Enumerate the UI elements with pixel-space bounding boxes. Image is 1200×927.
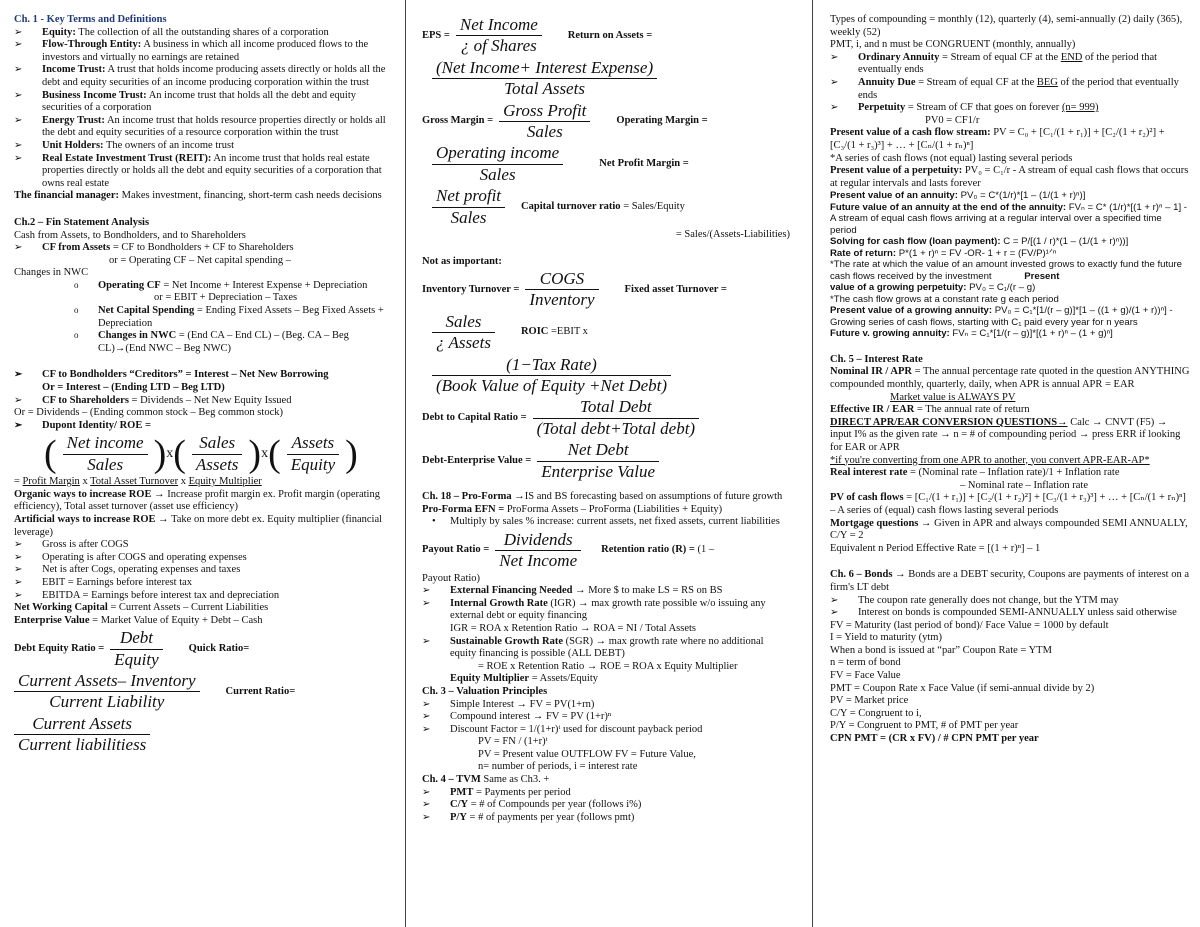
current-ratio-formula <box>14 714 389 756</box>
perpetuity-formula: PV0 = CF1/r <box>925 114 980 126</box>
dupont-fraction: $\frac{\text{Assets}}{\text{Equity}}$ <box>287 433 339 475</box>
gross-margin-formula: Gross Margin = $\frac{\text{Gross Profit}}{\text{Sales}}$ Operating Margin = <box>422 100 708 141</box>
bond-line: P/Y = Congruent to PMT, # of PMT per year <box>830 720 1019 732</box>
profit-bullet: ➢ Gross is after COGS <box>14 539 389 552</box>
term-list <box>14 27 389 191</box>
cf-from-assets-or: or = Operating CF – Net capital spending – <box>109 254 292 266</box>
pv-annuity: Present value of an annuity: PV₀ = C*(1/r)*[1 – (1/(1 + r)ⁿ)] <box>830 190 1086 202</box>
roic-formula <box>422 355 790 397</box>
pv-growing-perpetuity-note: *The cash flow grows at a constant rate g each period <box>830 293 1059 305</box>
real-interest-rate: Real interest rate = (Nominal rate – Inflation rate)/1 + Inflation rate <box>830 467 1120 479</box>
cf-to-shareholders-or: Or = Dividends – (Ending common stock – Beg common stock) <box>14 407 283 419</box>
bond-line: PMT = Coupon Rate x Face Value (if semi-annual divide by 2) <box>830 682 1095 694</box>
ch4-bullet: ➢ P/Y = # of payments per year (follows pmt) <box>422 812 790 825</box>
pv-growing-perpetuity: value of a growing perpetuity: PV₀ = C₁/(r – g) <box>830 282 1036 294</box>
profit-bullet: ➢ EBIT = Earnings before interest tax <box>14 577 389 590</box>
ch4-bullet: ➢ PMT = Payments per period <box>422 787 790 800</box>
ch1-title: Ch. 1 - Key Terms and Definitions <box>14 14 167 25</box>
ch4-bullet: ➢ C/Y = # of Compounds per year (follows i%) <box>422 799 790 812</box>
bond-line: FV = Maturity (last period of bond)/ Face Value = 1000 by default <box>830 619 1109 631</box>
column-2 <box>422 14 790 920</box>
cpn-pmt: CPN PMT = (CR x FV) / # CPN PMT per year <box>830 733 1039 745</box>
bond-line: n = term of bond <box>830 657 901 669</box>
ch4-title: Ch. 4 – TVM Same as Ch3. + <box>422 774 550 786</box>
capital-turnover-alt: = Sales/(Assets-Liabilities) <box>675 228 790 240</box>
fraction: $\frac{\text{(Net Income+ Interest Expense)}}{\text{Total Assets}}$ <box>432 58 657 100</box>
not-as-important: Not as important: <box>422 255 502 267</box>
organic-roe: Organic ways to increase ROE → Increase profit margin ex. Profit margin (operating efficiency), Total asset turnover (asset use efficiency) <box>14 488 380 513</box>
profit-bullet: ➢ EBITDA = Earnings before interest tax and depreciation <box>14 590 389 603</box>
term-item: ➢ Equity: The collection of all the outstanding shares of a corporation <box>14 27 389 40</box>
cf-from-assets: ➢ CF from Assets = CF to Bondholders + CF to Shareholders <box>14 242 389 255</box>
pv-growing-annuity: Present value of a growing annuity: PV₀ = C₁*[1/(r – g)]*[1 – ((1 + g)/(1 + r))ⁿ] - Growing series of cash flows, starting with C₁ paid every year for n years <box>830 305 1173 328</box>
fraction: $\frac{\text{Current Assets– Inventory}}{\text{Current Liability}}$ <box>14 671 200 713</box>
ch3-bullet: ➢ Discount Factor = 1/(1+r)ᵗ used for discount payback period <box>422 724 790 737</box>
pv-perpetuity: Present value of a perpetuity: PV₀ = C₁/r - A stream of equal cash flows that occurs at regular intervals and lasts forever <box>830 165 1189 189</box>
operating-cf: o Operating CF = Net Income + Interest Expense + Depreciation <box>14 280 389 293</box>
market-value-note: Market value is ALWAYS PV <box>890 391 1016 403</box>
ch18-title: Ch. 18 – Pro-Forma →IS and BS forecasting based on assumptions of future growth <box>422 491 783 502</box>
fraction: $\frac{\text{Net profit}}{\text{Sales}}$ <box>432 186 505 228</box>
ch6-bullet: ➢ Interest on bonds is compounded SEMI-ANNUALLY unless said otherwise <box>830 607 1190 620</box>
profit-bullet: ➢ Operating is after COGS and operating expenses <box>14 552 389 565</box>
direct-conversion: DIRECT APR/EAR CONVERSION QUESTIONS→ Calc → CNVT (F5) → input I% as the given rate → n = # of compounding period → press ERR if looking for EAR or APR <box>830 416 1181 453</box>
converting-note: *if you're converting from one APR to another, you convert APR-EAR-AP* <box>830 454 1150 466</box>
efn-bullet: • Multiply by sales % increase: current assets, net fixed assets, current liabilities <box>422 516 790 529</box>
rate-of-return: Rate of return: P*(1 + r)ⁿ = FV -OR- 1 + r = (FV/P)¹ᐟⁿ <box>830 247 1057 259</box>
ch6-title: Ch. 6 – Bonds → Bonds are a DEBT security, Coupons are payments of interest on a firm's LT debt <box>830 569 1190 593</box>
fraction: $\frac{\text{Gross Profit}}{\text{Sales}}$ <box>499 101 590 143</box>
net-profit-margin-formula <box>422 186 790 228</box>
retention-ratio-cont: Payout Ratio) <box>422 572 481 584</box>
bond-line: When a bond is issued at “par” Coupon Rate = YTM <box>830 644 1052 656</box>
column-divider-2 <box>812 0 813 927</box>
fraction: $\frac{\text{Current Assets}}{\text{Current liabilitiess}}$ <box>14 714 150 756</box>
effective-ir: Effective IR / EAR = The annual rate of return <box>830 404 1030 416</box>
bond-line: C/Y = Congruent to i, <box>830 707 922 719</box>
roic: ROIC =EBIT x <box>520 326 588 338</box>
eps-formula: EPS = $\frac{\text{Net Income}}{\text{¿ of Shares}}$ Return on Assets = <box>422 15 653 56</box>
mortgage-questions: Mortgage questions → Given in APR and always compounded SEMI ANNUALLY, C/Y = 2 <box>830 517 1188 542</box>
bond-line: I = Yield to maturity (ytm) <box>830 632 942 644</box>
solve-cash-flow: Solving for cash flow (loan payment): C = P/[(1 / r)*(1 – (1/(1 + r)ⁿ))] <box>830 236 1129 248</box>
ch5-title: Ch. 5 – Interest Rate <box>830 353 923 365</box>
equivalent-rate: Equivalent n Period Effective Rate = [(1 + r)ⁿ] – 1 <box>830 542 1041 554</box>
fraction: $\frac{\text{Operating income}}{\text{Sales}}$ <box>432 143 563 185</box>
ch2-intro: Cash from Assets, to Bondholders, and to Shareholders <box>14 229 246 241</box>
enterprise-value: Enterprise Value = Market Value of Equity + Debt – Cash <box>14 614 263 626</box>
pv-of-cash-flows: PV of cash flows = [C₁/(1 + r₁)] + [C₂/(1 + r₂)²] + [C₃/(1 + r₃)³] + … + [Cₙ/(1 + rₙ)ⁿ] – A series of (equal) cash flows lasting several periods <box>830 492 1186 516</box>
net-working-capital: Net Working Capital = Current Assets – Current Liabilities <box>14 602 269 614</box>
fraction: $\frac{\text{Debt}}{\text{Equity}}$ <box>110 628 162 670</box>
cf-to-bondholders-or: Or = Interest – (Ending LTD – Beg LTD) <box>42 382 225 394</box>
fraction: $\frac{\text{(1−Tax Rate)}}{\text{(Book Value of Equity +Net Debt)}}$ <box>432 355 671 397</box>
column-1 <box>14 14 389 920</box>
dupont-title: ➢ Dupont Identity/ ROE = <box>14 420 389 433</box>
dupont-fraction: $\frac{\text{Sales}}{\text{Assets}}$ <box>192 433 243 475</box>
annuity-due: ➢ Annuity Due = Stream of equal CF at the BEG of the period that eventually ends <box>830 77 1190 102</box>
pv-cash-flow-note: *A series of cash flows (not equal) lasting several periods <box>830 152 1073 164</box>
dupont-formula: ( $\frac{\text{Net income}}{\text{Sales}}$ ) x ( $\frac{\text{Sales}}{\text{Assets}}$ ) x ( $\frac{\text{Assets}}{\text{Equity}}$ ) <box>44 433 358 476</box>
changes-in-nwc: Changes in NWC <box>14 267 89 279</box>
term-item: ➢ Real Estate Investment Trust (REIT): An income trust that holds real estate properties directly or holds all the debt and equity securities of a corporation that owns real estate <box>14 153 389 191</box>
real-interest-rate-approx: – Nominal rate – Inflation rate <box>960 479 1088 491</box>
column-divider-1 <box>405 0 406 927</box>
ordinary-annuity: ➢ Ordinary Annuity = Stream of equal CF at the END of the period that eventually ends <box>830 52 1190 77</box>
cf-to-bondholders: ➢ CF to Bondholders “Creditors” = Interest – Net New Borrowing <box>14 369 389 382</box>
sgr-formula: = ROE x Retention Ratio → ROE = ROA x Equity Multiplier <box>478 660 738 672</box>
fraction: $\frac{\text{COGS}}{\text{Inventory}}$ <box>525 269 598 311</box>
fixed-asset-turnover-formula <box>422 312 790 354</box>
term-item: ➢ Income Trust: A trust that holds income producing assets directly or holds all the debt and equity securities of an income producing corporation within the trust <box>14 64 389 89</box>
fraction: $\frac{\text{Total Debt}}{\text{(Total debt+Total debt)}}$ <box>533 397 700 439</box>
fraction: $\frac{\text{Net Debt}}{\text{Enterprise Value}}$ <box>537 440 659 482</box>
operating-margin-formula: $\frac{\text{Operating income}}{\text{Sales}}$ Net Profit Margin = <box>422 143 790 185</box>
types-of-compounding: Types of compounding = monthly (12), quarterly (4), semi-annually (2) daily (365), weekly (52) <box>830 14 1183 38</box>
nominal-ir: Nominal IR / APR = The annual percentage rate quoted in the question ANYTHING compounded monthly, quarterly, daily, when APR is annual APR = EAR <box>830 366 1190 390</box>
ch3-title: Ch. 3 – Valuation Principles <box>422 685 548 697</box>
payout-ratio-formula: Payout Ratio = $\frac{\text{Dividends}}{\text{Net Income}}$ Retention ratio (R) = (1 – <box>422 529 715 571</box>
sustainable-growth-rate: ➢ Sustainable Growth Rate (SGR) → max growth rate where no additional equity financing is possible (ALL DEBT) <box>422 636 790 661</box>
profit-bullet: ➢ Net is after Cogs, operating expenses and taxes <box>14 564 389 577</box>
equity-multiplier: Equity Multiplier = Assets/Equity <box>450 673 598 685</box>
roa-formula <box>422 58 790 100</box>
financial-manager-line: The financial manager: Makes investment, financing, short-term cash needs decisions <box>14 190 382 202</box>
term-item: ➢ Flow-Through Entity: A business in which all income produced flows to the investors and virtually no earnings are retained <box>14 39 389 64</box>
external-financing: ➢ External Financing Needed → More $ to make LS = RS on BS <box>422 585 790 598</box>
term-item: ➢ Unit Holders: The owners of an income trust <box>14 140 389 153</box>
inventory-turnover-formula: Inventory Turnover = $\frac{\text{COGS}}{\text{Inventory}}$ Fixed asset Turnover = <box>422 269 727 310</box>
debt-enterprise-formula: Debt-Enterprise Value = $\frac{\text{Net Debt}}{\text{Enterprise Value}}$ <box>422 440 790 482</box>
quick-ratio-formula: $\frac{\text{Current Assets– Inventory}}{\text{Current Liability}}$ Current Ratio= <box>14 671 389 713</box>
capital-turnover: Capital turnover ratio = Sales/Equity <box>521 200 685 212</box>
perpetuity: ➢ Perpetuity = Stream of CF that goes on forever (n= 999) <box>830 102 1190 115</box>
operating-cf-or: or = EBIT + Depreciation – Taxes <box>154 292 298 304</box>
pv-note-2: n= number of periods, i = interest rate <box>478 761 638 773</box>
ch3-bullet: ➢ Compound interest → FV = PV (1+r)ⁿ <box>422 711 790 724</box>
term-item: ➢ Energy Trust: An income trust that holds resource properties directly or holds all the debt and equity securities of a resource corporation within the trust <box>14 115 389 140</box>
ch6-bullet: ➢ The coupon rate generally does not change, but the YTM may <box>830 595 1190 608</box>
ch2-title: Ch.2 – Fin Statement Analysis <box>14 216 150 228</box>
bond-line: PV = Market price <box>830 695 909 707</box>
bond-line: FV = Face Value <box>830 670 901 682</box>
fv-growing-annuity: Future v. growing annuity: FVₙ = C₁*[1/(r – g)]*[(1 + r)ⁿ – (1 + g)ⁿ] <box>830 328 1113 340</box>
dupont-components: = Profit Margin x Total Asset Turnover x Equity Multiplier <box>14 476 262 488</box>
debt-equity-ratio: Debt Equity Ratio = $\frac{\text{Debt}}{\text{Equity}}$ Quick Ratio= <box>14 628 250 669</box>
ch3-bullet: ➢ Simple Interest → FV = PV(1+rn) <box>422 699 790 712</box>
dupont-fraction: $\frac{\text{Net income}}{\text{Sales}}$ <box>63 433 148 475</box>
column-3 <box>830 14 1190 920</box>
pv-formula: PV = FN / (1+r)ᵗ <box>478 736 548 748</box>
rate-of-return-note: *The rate at which the value of an amount invested grows to exactly fund the future cash flows received by the investment Present <box>830 259 1182 282</box>
artificial-roe: Artificial ways to increase ROE → Take on more debt ex. Equity multiplier (financial leverage) <box>14 513 383 538</box>
debt-to-capital-formula: Debt to Capital Ratio = $\frac{\text{Total Debt}}{\text{(Total debt+Total debt)}}$ <box>422 397 790 439</box>
pv-note: PV = Present value OUTFLOW FV = Future Value, <box>478 748 696 760</box>
term-item: ➢ Business Income Trust: An income trust that holds all the debt and equity securities of a corporation <box>14 90 389 115</box>
net-capital-spending: o Net Capital Spending = Ending Fixed Assets – Beg Fixed Assets + Depreciation <box>14 305 389 330</box>
fraction: $\frac{\text{Sales}}{\text{¿ Assets}}$ <box>432 312 495 354</box>
congruent-note: PMT, i, and n must be CONGRUENT (monthly, annually) <box>830 39 1076 51</box>
fv-annuity: Future value of an annuity at the end of the annuity: FVₙ = C* (1/r)*[(1 + r)ⁿ – 1] - A stream of equal cash flows arriving at a regular interval over a specified time period <box>830 201 1188 236</box>
cf-to-shareholders: ➢ CF to Shareholders = Dividends – Net New Equity Issued <box>14 395 389 408</box>
changes-nwc-detail: o Changes in NWC = (End CA – End CL) – (Beg. CA – Beg CL)→(End NWC – Beg NWC) <box>14 330 389 355</box>
fraction: $\frac{\text{Net Income}}{\text{¿ of Shares}}$ <box>456 15 542 57</box>
retention-ratio: Retention ratio (R) = (1 – <box>601 544 715 556</box>
fraction: $\frac{\text{Dividends}}{\text{Net Income}}$ <box>495 530 581 572</box>
internal-growth-rate: ➢ Internal Growth Rate (IGR) → max growth rate possible w/o issuing any external debt or equity financing <box>422 598 790 623</box>
pro-forma-efn: Pro-Forma EFN = ProForma Assets – ProForma (Liabilities + Equity) <box>422 503 723 515</box>
pv-cash-flow-stream: Present value of a cash flow stream: PV = C₀ + [C₁/(1 + r₁)] + [C₂/(1 + r₂)²] + [C₃/(1 + r₃)³] + … + [Cₙ/(1 + rₙ)ⁿ] <box>830 127 1165 151</box>
igr-formula: IGR = ROA x Retention Ratio → ROA = NI / Total Assets <box>450 622 697 634</box>
